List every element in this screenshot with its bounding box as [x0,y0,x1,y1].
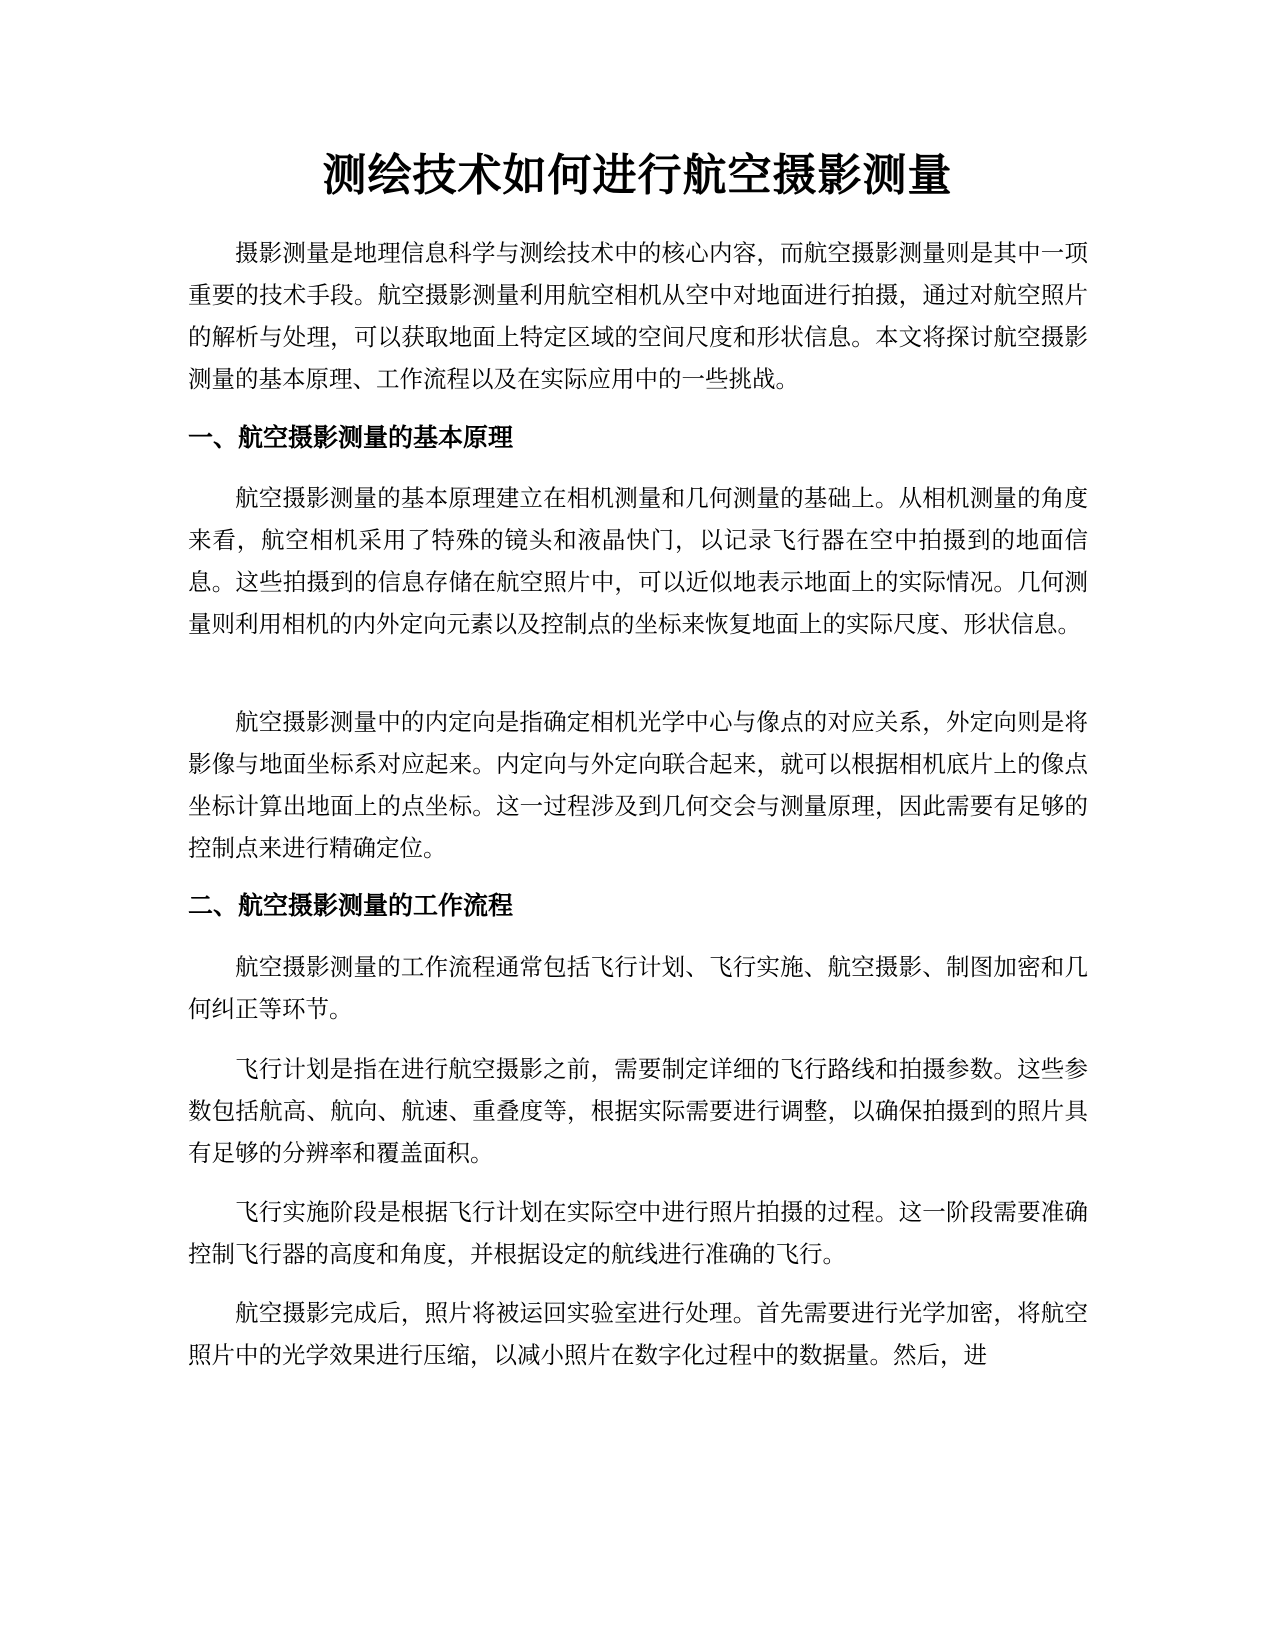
intro-paragraph: 摄影测量是地理信息科学与测绘技术中的核心内容，而航空摄影测量则是其中一项重要的技术手段。航空摄影测量利用航空相机从空中对地面进行拍摄，通过对航空照片的解析与处理，可以获取地面上特定区域的空间尺度和形状信息。本文将探讨航空摄影测量的基本原理、工作流程以及在实际应用中的一些挑战。 [188,239,1088,393]
section-1-paragraph-2: 航空摄影测量中的内定向是指确定相机光学中心与像点的对应关系，外定向则是将影像与地面坐标系对应起来。内定向与外定向联合起来，就可以根据相机底片上的像点坐标计算出地面上的点坐标。这一过程涉及到几何交会与测量原理，因此需要有足够的控制点来进行精确定位。 [188,708,1088,862]
section-2-heading: 二、航空摄影测量的工作流程 [188,891,514,920]
section-2-paragraph-2: 飞行计划是指在进行航空摄影之前，需要制定详细的飞行路线和拍摄参数。这些参数包括航高、航向、航速、重叠度等，根据实际需要进行调整，以确保拍摄到的照片具有足够的分辨率和覆盖面积。 [188,1055,1088,1167]
section-2-paragraph-1: 航空摄影测量的工作流程通常包括飞行计划、飞行实施、航空摄影、制图加密和几何纠正等环节。 [188,953,1088,1023]
section-2-paragraph-4: 航空摄影完成后，照片将被运回实验室进行处理。首先需要进行光学加密，将航空照片中的光学效果进行压缩，以减小照片在数字化过程中的数据量。然后，进 [188,1299,1088,1369]
section-2-paragraph-3: 飞行实施阶段是根据飞行计划在实际空中进行照片拍摄的过程。这一阶段需要准确控制飞行器的高度和角度，并根据设定的航线进行准确的飞行。 [188,1198,1088,1268]
document-title: 测绘技术如何进行航空摄影测量 [322,150,953,201]
section-1-paragraph-1: 航空摄影测量的基本原理建立在相机测量和几何测量的基础上。从相机测量的角度来看，航空相机采用了特殊的镜头和液晶快门，以记录飞行器在空中拍摄到的地面信息。这些拍摄到的信息存储在航空照片中，可以近似地表示地面上的实际情况。几何测量则利用相机的内外定向元素以及控制点的坐标来恢复地面上的实际尺度、形状信息。 [188,484,1088,638]
section-1-heading: 一、航空摄影测量的基本原理 [188,423,514,452]
